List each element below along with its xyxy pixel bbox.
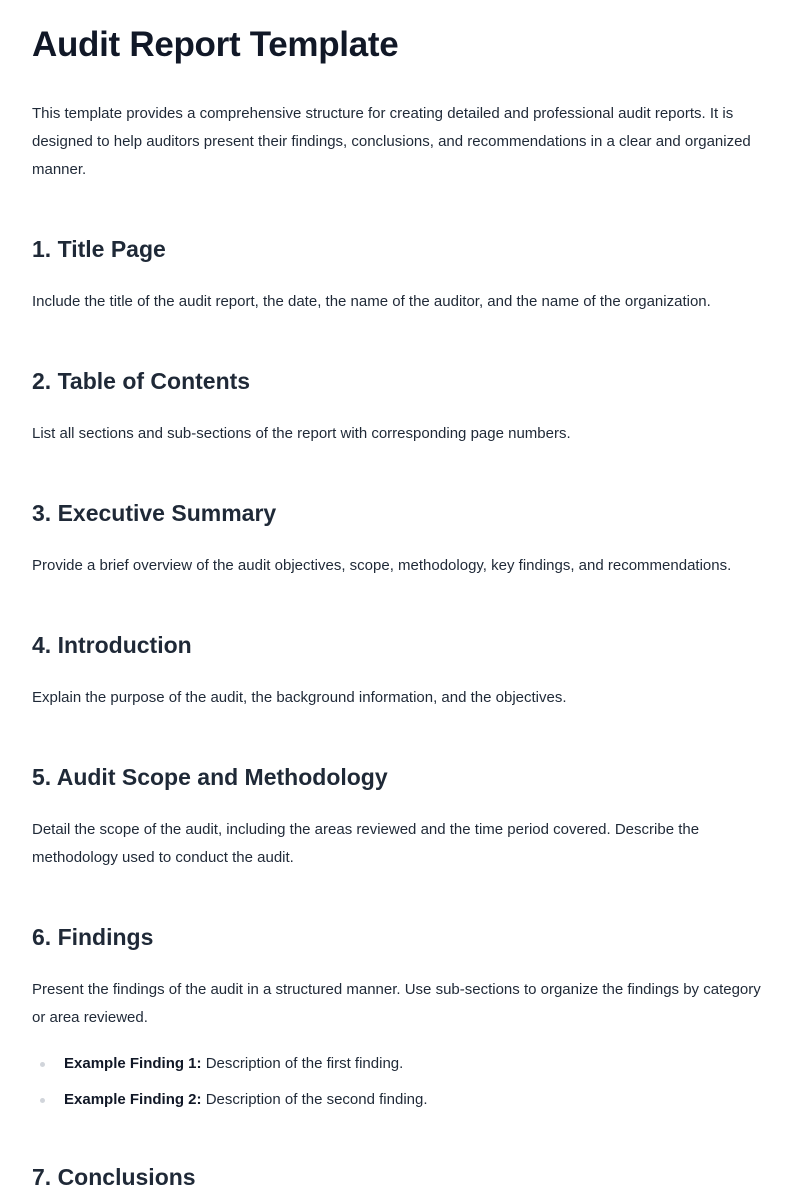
section-heading: 3. Executive Summary (32, 500, 277, 526)
section-heading: 7. Conclusions (32, 1164, 196, 1190)
finding-text: Description of the second finding. (201, 1091, 428, 1108)
section-findings (32, 922, 768, 1118)
section-audit-scope-methodology (32, 762, 768, 872)
bullet-icon (40, 1098, 45, 1103)
section-heading: 2. Table of Contents (32, 368, 251, 394)
intro-paragraph: This template provides a comprehensive structure for creating detailed and professional audit reports. It is designed to help auditors present their findings, conclusions, and recommendations in a clear and organized manner. (32, 105, 751, 178)
section-title-page (32, 234, 768, 316)
section-heading: 4. Introduction (32, 632, 192, 658)
page-title: Audit Report Template (32, 25, 399, 64)
bullet-icon (40, 1062, 45, 1067)
finding-text: Description of the first finding. (201, 1055, 404, 1072)
section-body: Provide a brief overview of the audit objectives, scope, methodology, key findings, and recommendations. (32, 557, 732, 574)
section-body: Explain the purpose of the audit, the background information, and the objectives. (32, 689, 567, 706)
section-introduction (32, 630, 768, 712)
list-item (32, 1082, 768, 1118)
section-body: List all sections and sub-sections of the report with corresponding page numbers. (32, 425, 571, 442)
section-body: Include the title of the audit report, the date, the name of the auditor, and the name of the organization. (32, 293, 711, 310)
finding-label: Example Finding 2: (64, 1091, 202, 1108)
findings-list (32, 1046, 768, 1118)
section-heading: 5. Audit Scope and Methodology (32, 764, 388, 790)
section-body: Present the findings of the audit in a structured manner. Use sub-sections to organize the findings by category or area reviewed. (32, 981, 761, 1026)
section-heading: 6. Findings (32, 924, 154, 950)
section-executive-summary (32, 498, 768, 580)
section-heading: 1. Title Page (32, 236, 166, 262)
list-item (32, 1046, 768, 1082)
section-body: Detail the scope of the audit, including the areas reviewed and the time period covered. Describe the methodology used to conduct the audit. (32, 821, 700, 866)
section-conclusions (32, 1162, 768, 1192)
section-table-of-contents (32, 366, 768, 448)
finding-label: Example Finding 1: (64, 1055, 202, 1072)
